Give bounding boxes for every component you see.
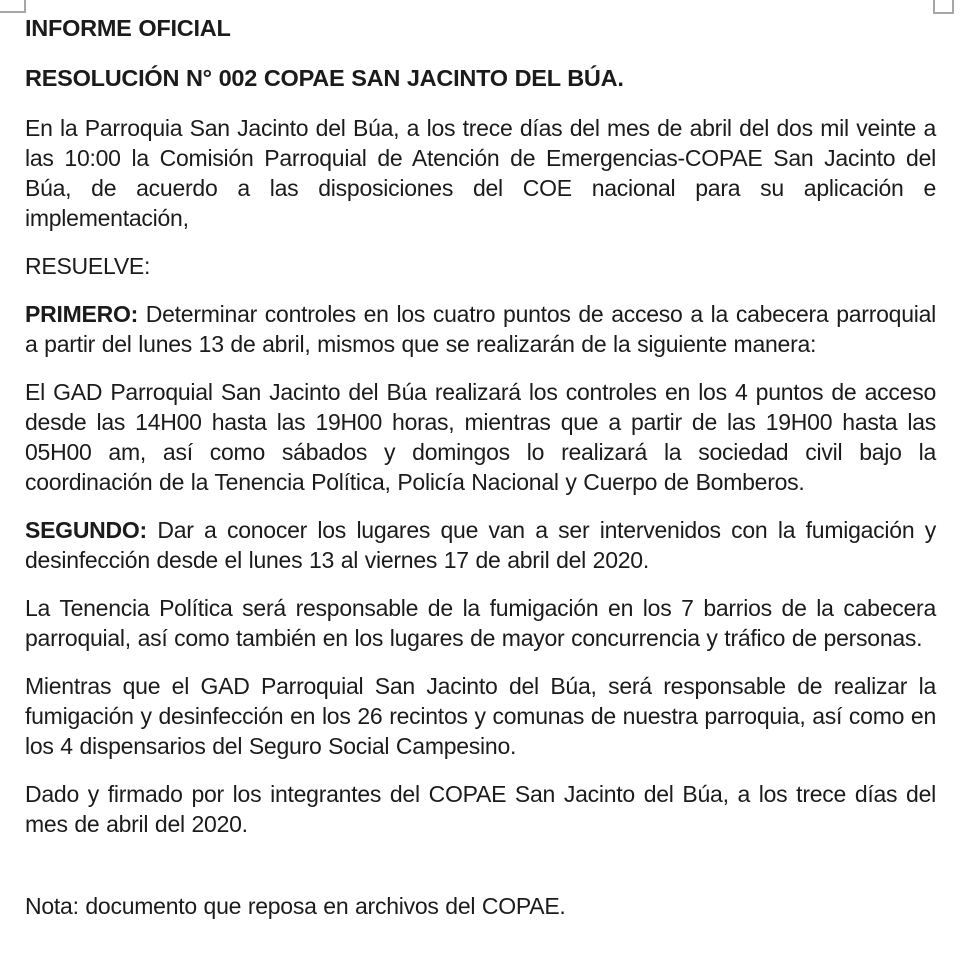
primero-clause: PRIMERO: Determinar controles en los cuatro puntos de acceso a la cabecera parroquial a partir del lunes 13 de abril, mismos que se realizarán de la siguiente manera: <box>25 301 936 357</box>
resolution-title: RESOLUCIÓN N° 002 COPAE SAN JACINTO DEL BÚA. <box>25 65 624 91</box>
closing-paragraph: Dado y firmado por los integrantes del COPAE San Jacinto del Búa, a los trece días del mes de abril del 2020. <box>25 781 936 837</box>
gad-fumigation-paragraph: Mientras que el GAD Parroquial San Jacinto del Búa, será responsable de realizar la fumigación y desinfección en los 26 recintos y comunas de nuestra parroquia, así como en los 4 dispensarios del Seguro Social Campesino. <box>25 673 936 759</box>
controls-detail-paragraph: El GAD Parroquial San Jacinto del Búa realizará los controles en los 4 puntos de acceso desde las 14H00 hasta las 19H00 horas, mientras que a partir de las 19H00 hasta las 05H00 am, así como sábados y domingos lo realizará la sociedad civil bajo la coordinación de la Tenencia Política, Policía Nacional y Cuerpo de Bomberos. <box>25 379 936 495</box>
scan-corner-artifact-left <box>0 0 26 13</box>
report-title: INFORME OFICIAL <box>25 15 231 41</box>
document-body <box>25 13 936 921</box>
scan-corner-artifact-right <box>933 0 954 14</box>
intro-paragraph: En la Parroquia San Jacinto del Búa, a los trece días del mes de abril del dos mil veinte a las 10:00 la Comisión Parroquial de Atención de Emergencias-COPAE San Jacinto del Búa, de acuerdo a las disposiciones del COE nacional para su aplicación e implementación, <box>25 115 936 231</box>
segundo-clause: SEGUNDO: Dar a conocer los lugares que van a ser intervenidos con la fumigación y desinfección desde el lunes 13 al viernes 17 de abril del 2020. <box>25 517 936 573</box>
segundo-clause-label: SEGUNDO: <box>25 517 147 543</box>
note-paragraph: Nota: documento que reposa en archivos del COPAE. <box>25 893 566 919</box>
resuelve-heading: RESUELVE: <box>25 253 151 279</box>
tenencia-paragraph: La Tenencia Política será responsable de la fumigación en los 7 barrios de la cabecera parroquial, así como también en los lugares de mayor concurrencia y tráfico de personas. <box>25 595 936 651</box>
primero-clause-label: PRIMERO: <box>25 301 138 327</box>
